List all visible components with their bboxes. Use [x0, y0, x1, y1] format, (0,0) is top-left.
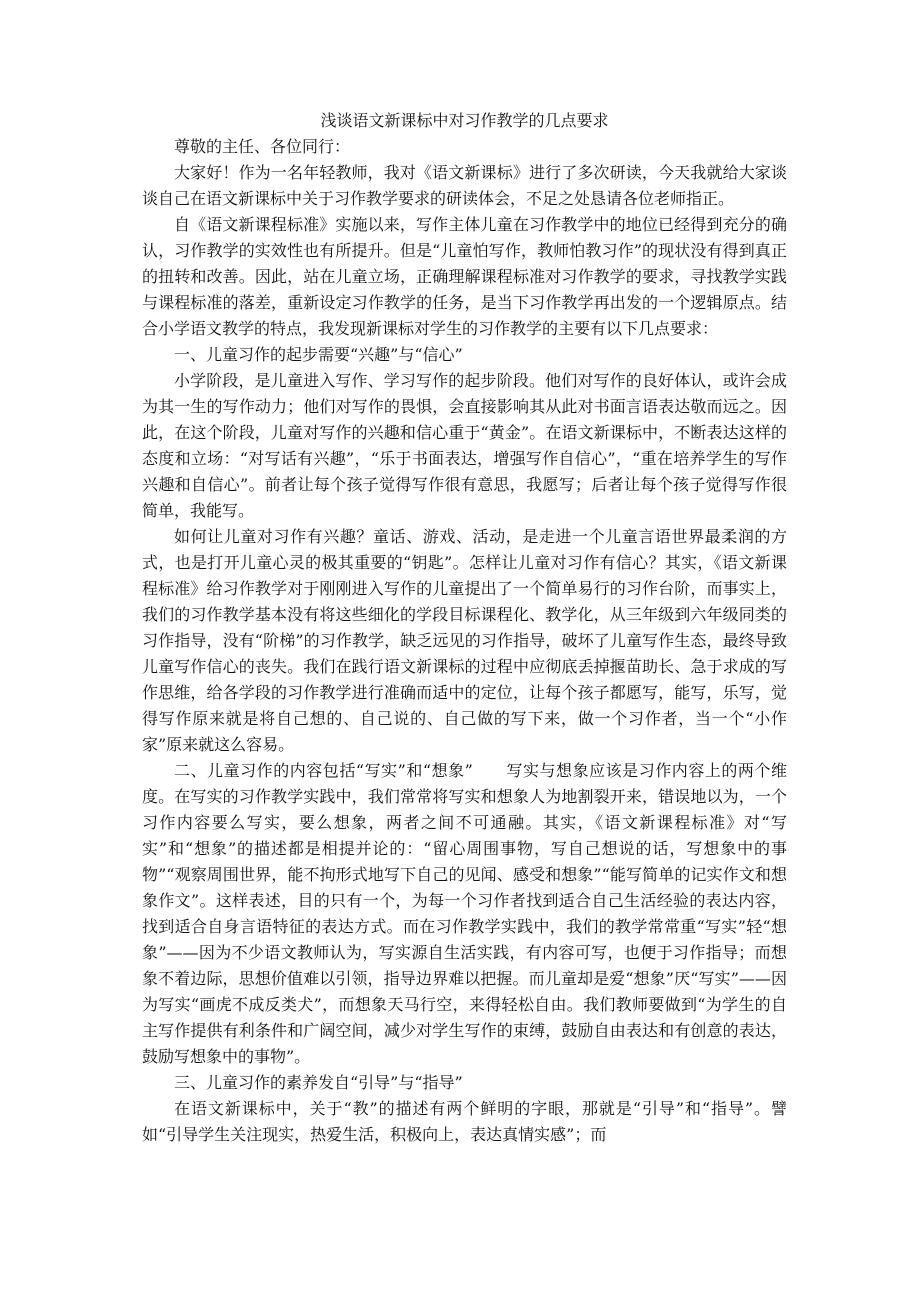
paragraph-section-3: 在语文新课标中，关于“教”的描述有两个鲜明的字眼，那就是“引导”和“指导”。譬如“引导学生关注现实，热爱生活，积极向上，表达真情实感”；而 [142, 1099, 787, 1144]
document-title: 浅谈语文新课标中对习作教学的几点要求 [320, 111, 609, 130]
section-heading-3: 三、儿童习作的素养发自“引导”与“指导” [174, 1073, 463, 1092]
salutation: 尊敬的主任、各位同行： [174, 137, 351, 156]
paragraph-greeting: 大家好！作为一名年轻教师，我对《语文新课标》进行了多次研读，今天我就给大家谈谈自己在语文新课标中关于习作教学要求的研读体会，不足之处恳请各位老师指正。 [142, 163, 787, 208]
paragraph-section-1b: 如何让儿童对习作有兴趣？童话、游戏、活动，是走进一个儿童言语世界最柔润的方式，也是打开儿童心灵的极其重要的“钥匙”。怎样让儿童对习作有信心？其实，《语文新课程标准》给习作教学对于刚刚进入写作的儿童提出了一个简单易行的习作台阶，而事实上，我们的习作教学基本没有将这些细化的学段目标课程化、教学化，从三年级到六年级同类的习作指导，没有“阶梯”的习作教学，缺乏远见的习作指导，破坏了儿童写作生态，最终导致儿童写作信心的丧失。我们在践行语文新课标的过程中应彻底丢掉揠苗助长、急于求成的写作思维，给各学段的习作教学进行准确而适中的定位，让每个孩子都愿写，能写，乐写，觉得写作原来就是将自己想的、自己说的、自己做的写下来，做一个习作者，当一个“小作家”原来就这么容易。 [142, 527, 787, 754]
section-heading-1: 一、儿童习作的起步需要“兴趣”与“信心” [174, 345, 463, 364]
paragraph-section-1a: 小学阶段，是儿童进入写作、学习写作的起步阶段。他们对写作的良好体认，或许会成为其一生的写作动力；他们对写作的畏惧，会直接影响其从此对书面言语表达敬而远之。因此，在这个阶段，儿童对写作的兴趣和信心重于“黄金”。在语文新课标中，不断表达这样的态度和立场：“对写话有兴趣”，“乐于书面表达，增强写作自信心”，“重在培养学生的写作兴趣和自信心”。前者让每个孩子觉得写作很有意思，我愿写；后者让每个孩子觉得写作很简单，我能写。 [142, 371, 787, 520]
paragraph-section-2: 二、儿童习作的内容包括“写实”和“想象” 写实与想象应该是习作内容上的两个维度。在写实的习作教学实践中，我们常常将写实和想象人为地割裂开来，错误地以为，一个习作内容要么写实，要么想象，两者之间不可通融。其实，《语文新课程标准》对“写实”和“想象”的描述都是相提并论的：“留心周围事物，写自己想说的话，写想象中的事物”“观察周围世界，能不拘形式地写下自己的见闻、感受和想象”“能写简单的记实作文和想象作文”。这样表述，目的只有一个，为每一个习作者找到适合自己生活经验的表达内容，找到适合自身言语特征的表达方式。而在习作教学实践中，我们的教学常常重“写实”轻“想象”——因为不少语文教师认为，写实源自生活实践，有内容可写，也便于习作指导；而想象不着边际，思想价值难以引领，指导边界难以把握。而儿童却是爱“想象”厌“写实”——因为写实“画虎不成反类犬”，而想象天马行空，来得轻松自由。我们教师要做到“为学生的自主写作提供有利条件和广阔空间，减少对学生写作的束缚，鼓励自由表达和有创意的表达，鼓励写想象中的事物”。 [142, 761, 787, 1066]
paragraph-intro: 自《语文新课程标准》实施以来，写作主体儿童在习作教学中的地位已经得到充分的确认，习作教学的实效性也有所提升。但是“儿童怕写作，教师怕教习作”的现状没有得到真正的扭转和改善。因此，站在儿童立场，正确理解课程标准对习作教学的要求，寻找教学实践与课程标准的落差，重新设定习作教学的任务，是当下习作教学再出发的一个逻辑原点。结合小学语文教学的特点，我发现新课标对学生的习作教学的主要有以下几点要求： [142, 215, 787, 338]
document-page [142, 108, 787, 1148]
